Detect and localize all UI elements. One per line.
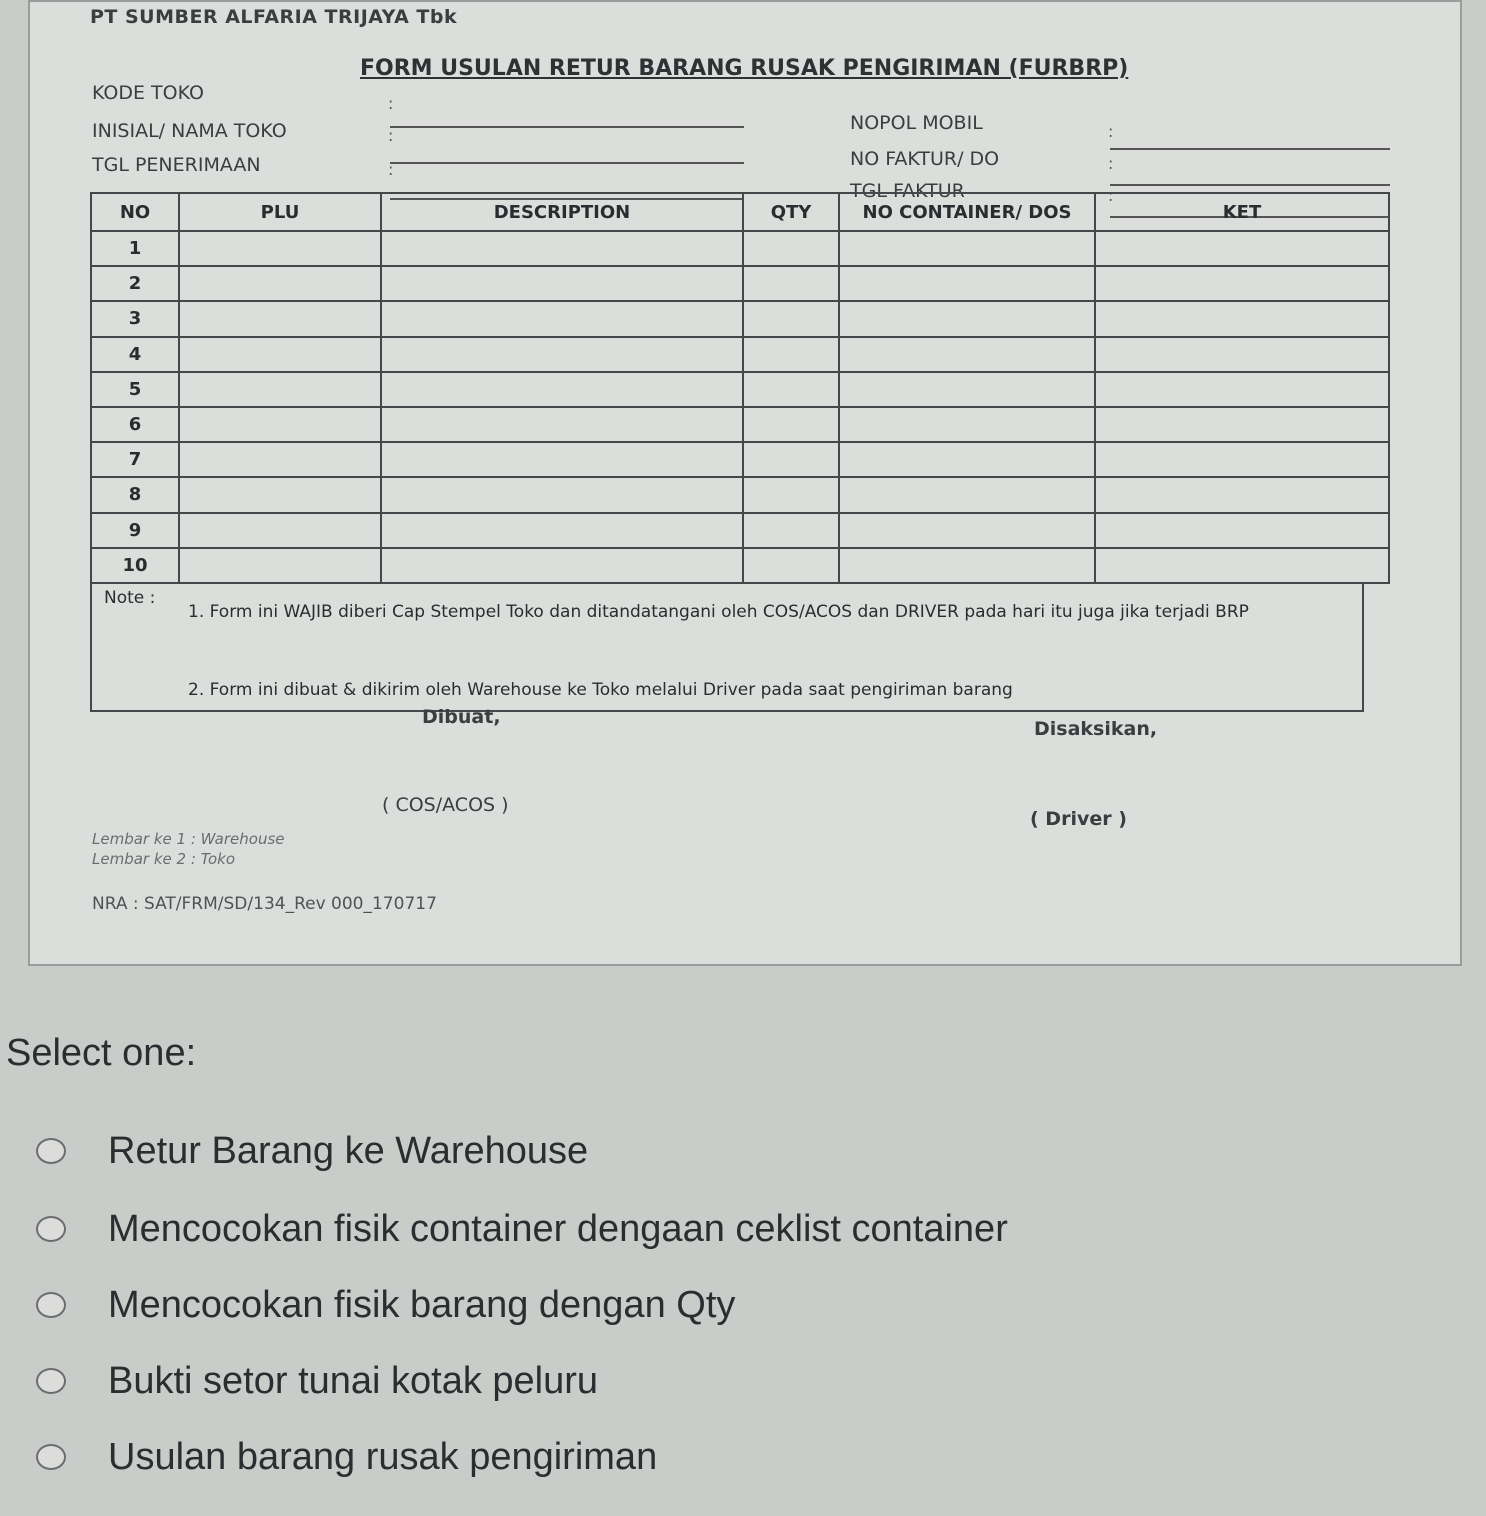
cos-acos-signature: ( COS/ACOS ) [382,794,509,816]
field-kode-toko: KODE TOKO [92,82,204,104]
table-row [91,372,1389,407]
radio-button[interactable] [36,1292,66,1318]
option-label[interactable]: Bukti setor tunai kotak peluru [108,1359,599,1402]
header-no: NO [91,193,179,231]
table-row [91,266,1389,301]
row-number: 9 [91,513,179,548]
row-number: 6 [91,407,179,442]
row-number: 10 [91,548,179,583]
form-title: FORM USULAN RETUR BARANG RUSAK PENGIRIMAN (FURBRP) [360,56,1129,81]
option-label[interactable]: Retur Barang ke Warehouse [108,1129,589,1172]
dibuat-label: Dibuat, [422,706,501,728]
field-colon: : [388,126,394,145]
field-colon: : [1108,122,1114,141]
form-image [28,0,1462,966]
lembar-1: Lembar ke 1 : Warehouse [92,830,285,848]
table-row [91,231,1389,266]
disaksikan-label: Disaksikan, [1034,718,1158,740]
row-number: 7 [91,442,179,477]
option-retur-barang-ke-warehouse[interactable] [36,1126,588,1176]
note-line-2: 2. Form ini dibuat & dikirim oleh Warehouse ke Toko melalui Driver pada saat pengiriman barang [188,680,1013,700]
row-number: 5 [91,372,179,407]
field-colon: : [1108,186,1114,205]
field-underline [390,162,744,164]
field-nopol-mobil: NOPOL MOBIL [850,112,983,134]
option-bukti-setor-tunai[interactable] [36,1356,598,1406]
table-row [91,337,1389,372]
select-one-prompt: Select one: [6,1032,197,1074]
field-colon: : [1108,154,1114,173]
note-label: Note : [104,588,156,608]
row-number: 4 [91,337,179,372]
table-row [91,442,1389,477]
option-mencocokan-fisik-barang[interactable] [36,1280,735,1330]
header-description: DESCRIPTION [381,193,743,231]
field-underline [390,126,744,128]
nra-code: NRA : SAT/FRM/SD/134_Rev 000_170717 [92,894,437,914]
header-no-container: NO CONTAINER/ DOS [839,193,1095,231]
row-number: 2 [91,266,179,301]
field-inisial-nama-toko: INISIAL/ NAMA TOKO [92,120,287,142]
option-usulan-barang-rusak[interactable] [36,1432,657,1482]
note-line-1: 1. Form ini WAJIB diberi Cap Stempel Toko dan ditandatangani oleh COS/ACOS dan DRIVER pada hari itu juga jika terjadi BRP [188,602,1249,622]
note-box [90,582,1364,712]
table-row [91,477,1389,512]
field-underline [1110,184,1390,186]
table-row [91,548,1389,583]
company-name: PT SUMBER ALFARIA TRIJAYA Tbk [90,6,458,28]
table-row [91,301,1389,336]
option-label[interactable]: Mencocokan fisik container dengaan ceklist container [108,1207,1008,1250]
radio-button[interactable] [36,1138,66,1164]
field-no-faktur-do: NO FAKTUR/ DO [850,148,1000,170]
header-ket: KET [1095,193,1389,231]
option-mencocokan-fisik-container[interactable] [36,1204,1008,1254]
table-row [91,513,1389,548]
field-underline [1110,148,1390,150]
option-label[interactable]: Usulan barang rusak pengiriman [108,1435,658,1478]
field-colon: : [388,160,394,179]
field-colon: : [388,94,394,113]
radio-button[interactable] [36,1444,66,1470]
row-number: 8 [91,477,179,512]
header-qty: QTY [743,193,839,231]
header-plu: PLU [179,193,381,231]
row-number: 1 [91,231,179,266]
table-row [91,407,1389,442]
option-label[interactable]: Mencocokan fisik barang dengan Qty [108,1283,736,1326]
items-table [90,192,1390,584]
field-tgl-faktur: TGL FAKTUR [850,180,965,202]
lembar-2: Lembar ke 2 : Toko [92,850,236,868]
row-number: 3 [91,301,179,336]
field-tgl-penerimaan: TGL PENERIMAAN [92,154,261,176]
radio-button[interactable] [36,1368,66,1394]
radio-button[interactable] [36,1216,66,1242]
driver-signature: ( Driver ) [1030,808,1127,830]
